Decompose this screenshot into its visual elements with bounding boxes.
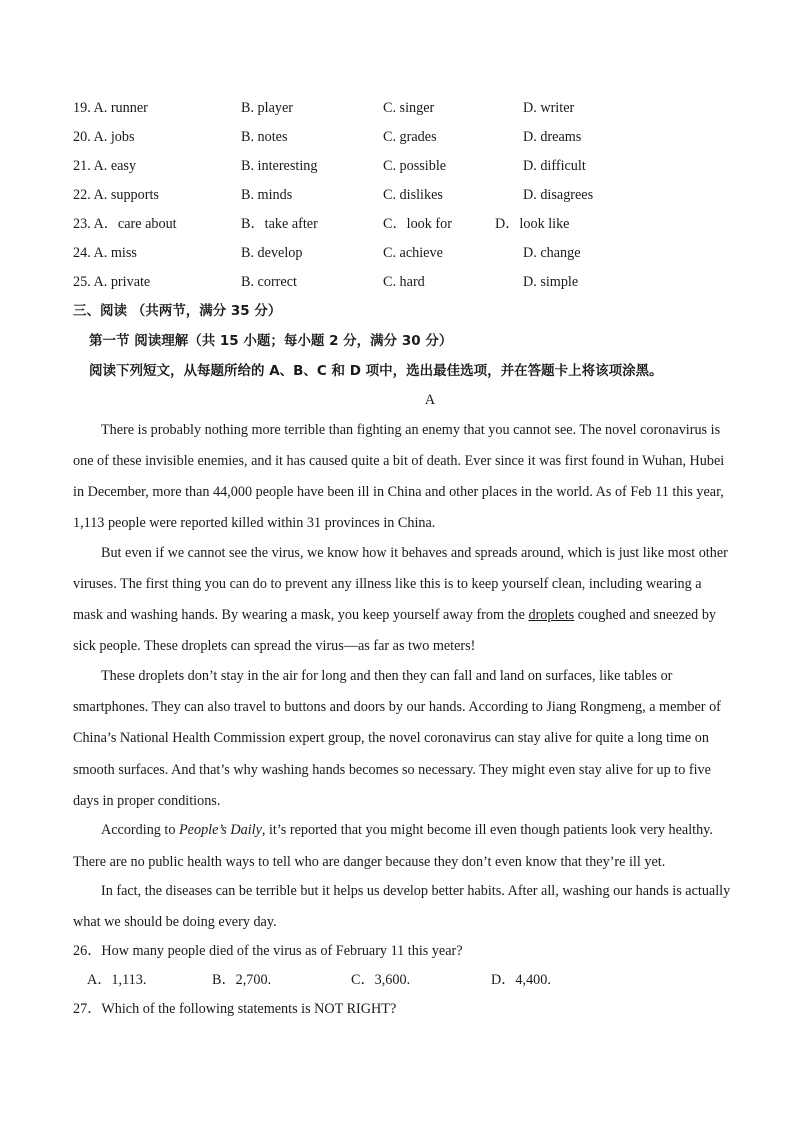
question-26-option-b: B．2,700.: [212, 972, 272, 988]
choice-row-22: [0, 185, 800, 205]
choice-b: B. interesting: [241, 158, 318, 174]
passage-line: In fact, the diseases can be terrible but it helps us develop better habits. After all, washing our hands is actually: [101, 883, 731, 899]
choice-a: 20. A. jobs: [73, 129, 135, 145]
passage-line: There is probably nothing more terrible than fighting an enemy that you cannot see. The novel coronavirus is: [101, 422, 721, 438]
underlined-word: droplets: [528, 607, 575, 623]
choice-d: D. disagrees: [523, 187, 594, 203]
choice-b: B. correct: [241, 274, 297, 290]
choice-a: 24. A. miss: [73, 245, 137, 261]
choice-d: D. writer: [523, 100, 575, 116]
choice-c: C. grades: [383, 129, 437, 145]
choice-row-23: [0, 214, 800, 234]
choice-d: D. dreams: [523, 129, 582, 145]
passage-line: days in proper conditions.: [73, 793, 221, 809]
passage-line: [101, 820, 713, 840]
passage-line: 1,113 people were reported killed within 31 provinces in China.: [73, 515, 436, 531]
choice-c: C. dislikes: [383, 187, 443, 203]
choice-b: B．take after: [241, 216, 318, 232]
choice-b: B. develop: [241, 245, 303, 261]
choice-b: B. player: [241, 100, 294, 116]
passage-line: what we should be doing every day.: [73, 914, 277, 930]
passage-line: There are no public health ways to tell who are danger because they don’t even know that they’re ill yet.: [73, 854, 666, 870]
text-run: According to: [101, 822, 180, 838]
passage-line: But even if we cannot see the virus, we know how it behaves and spreads around, which is just like most other: [101, 545, 728, 561]
choice-a: 23. A．care about: [73, 216, 177, 232]
choice-a: 22. A. supports: [73, 187, 159, 203]
choice-row-24: [0, 243, 800, 263]
section-title: 三、阅读 （共两节，满分 35 分）: [73, 303, 282, 319]
passage-line: smartphones. They can also travel to buttons and doors by our hands. According to Jiang Rongmeng, a member of: [73, 699, 721, 715]
choice-c: C．look for: [383, 216, 452, 232]
italic-title: People’s Daily: [179, 822, 262, 838]
question-27: 27．Which of the following statements is NOT RIGHT?: [73, 1001, 397, 1017]
passage-line: viruses. The first thing you can do to prevent any illness like this is to keep yourself clean, including wearing a: [73, 576, 702, 592]
choice-d: D. difficult: [523, 158, 586, 174]
choice-row-20: [0, 127, 800, 147]
part-title: 第一节 阅读理解（共 15 小题；每小题 2 分，满分 30 分）: [89, 333, 453, 349]
question-26-option-d: D．4,400.: [491, 972, 551, 988]
question-26-option-a: A．1,113.: [87, 972, 147, 988]
passage-label: A: [424, 392, 436, 408]
text-run: coughed and sneezed by: [574, 607, 717, 623]
text-run: , it’s reported that you might become ill even though patients look very healthy.: [261, 822, 713, 838]
passage-line: in December, more than 44,000 people have been ill in China and other places in the world. As of Feb 11 this year,: [73, 484, 724, 500]
instructions: 阅读下列短文，从每题所给的 A、B、C 和 D 项中，选出最佳选项，并在答题卡上将该项涂黑。: [89, 363, 663, 379]
question-26-option-c: C．3,600.: [351, 972, 411, 988]
choice-c: C. possible: [383, 158, 447, 174]
choice-row-25: [0, 272, 800, 292]
choice-a: 19. A. runner: [73, 100, 148, 116]
choice-row-19: [0, 98, 800, 118]
choice-row-21: [0, 156, 800, 176]
choice-b: B. notes: [241, 129, 288, 145]
passage-line: one of these invisible enemies, and it has caused quite a bit of death. Ever since it was first found in Wuhan, Hubei: [73, 453, 725, 469]
passage-line: sick people. These droplets can spread the virus—as far as two meters!: [73, 638, 476, 654]
passage-line: China’s National Health Commission expert group, the novel coronavirus can stay alive for quite a long time on: [73, 730, 709, 746]
choice-c: C. hard: [383, 274, 425, 290]
choice-a: 25. A. private: [73, 274, 151, 290]
passage-line: smooth surfaces. And that’s why washing hands becomes so necessary. They might even stay alive for up to five: [73, 762, 711, 778]
text-run: mask and washing hands. By wearing a mask, you keep yourself away from the: [73, 607, 529, 623]
choice-d: D. simple: [523, 274, 579, 290]
choice-a: 21. A. easy: [73, 158, 137, 174]
choice-b: B. minds: [241, 187, 293, 203]
choice-d: D. change: [523, 245, 581, 261]
question-26: 26．How many people died of the virus as of February 11 this year?: [73, 943, 463, 959]
choice-c: C. achieve: [383, 245, 443, 261]
passage-line: These droplets don’t stay in the air for long and then they can fall and land on surfaces, like tables or: [101, 668, 673, 684]
passage-line: [73, 605, 716, 625]
choice-c: C. singer: [383, 100, 435, 116]
choice-d: D．look like: [495, 216, 570, 232]
